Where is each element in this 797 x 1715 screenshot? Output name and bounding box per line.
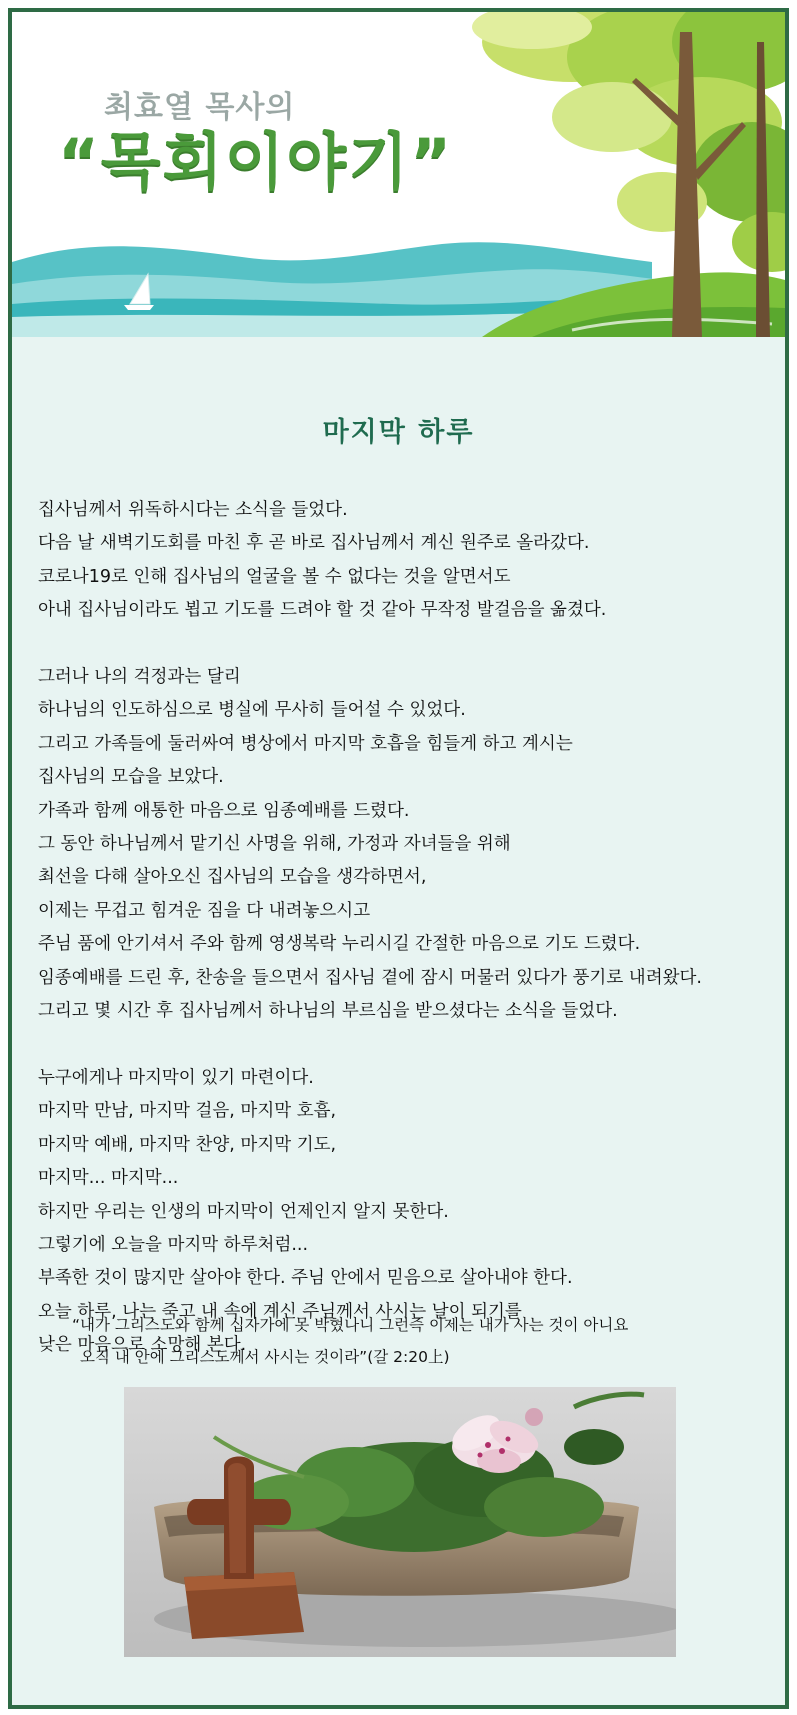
- quote-line: “내가 그리스도와 함께 십자가에 못 박혔나니 그런즉 이제는 내가 사는 것이 아니요: [72, 1316, 629, 1334]
- text-line: 최선을 다해 살아오신 집사님의 모습을 생각하면서,: [38, 867, 427, 888]
- text-line: 마지막... 마지막...: [38, 1168, 179, 1189]
- text-line: 누구에게나 마지막이 있기 마련이다.: [38, 1067, 314, 1088]
- text-line: 그러나 나의 걱정과는 달리: [38, 667, 241, 688]
- text-line: 이제는 무겁고 힘겨운 짐을 다 내려놓으시고: [38, 900, 371, 921]
- text-line: 집사님께서 위독하시다는 소식을 들었다.: [38, 500, 348, 520]
- text-line: 집사님의 모습을 보았다.: [38, 767, 224, 788]
- text-line: 임종예배를 드린 후, 찬송을 들으면서 집사님 곁에 잠시 머물러 있다가 풍기로 내려왔다.: [38, 967, 702, 988]
- banner-subtitle: 최효열 목사의: [104, 90, 296, 125]
- text-line: 그리고 가족들에 둘러싸여 병상에서 마지막 호흡을 힘들게 하고 계시는: [38, 733, 573, 754]
- text-line: 그 동안 하나님께서 맡기신 사명을 위해, 가정과 자녀들을 위해: [38, 834, 511, 855]
- quote-line: 오직 내 안에 그리스도께서 사시는 것이라”(갈 2:20上): [80, 1348, 450, 1366]
- text-line: 마지막 만남, 마지막 걸음, 마지막 호흡,: [38, 1101, 337, 1122]
- text-line: 부족한 것이 많지만 살아야 한다. 주님 안에서 믿음으로 살아내야 한다.: [38, 1268, 573, 1289]
- text-line: 하지만 우리는 인생의 마지막이 언제인지 알지 못한다.: [38, 1201, 449, 1222]
- text-line: 주님 품에 안기셔서 주와 함께 영생복락 누리시길 간절한 마음으로 기도 드렸다.: [38, 934, 641, 955]
- article-title: 마지막 하루: [322, 417, 475, 448]
- scripture-quote: [72, 1309, 772, 1373]
- header-banner: [12, 12, 785, 337]
- text-line: 그리고 몇 시간 후 집사님께서 하나님의 부르심을 받으셨다는 소식을 들었다.: [38, 1001, 618, 1022]
- article-body: [38, 494, 773, 1396]
- page-frame: [8, 8, 789, 1709]
- text-line: 다음 날 새벽기도회를 마친 후 곧 바로 집사님께서 계신 원주로 올라갔다.: [38, 533, 590, 554]
- text-line: 가족과 함께 애통한 마음으로 임종예배를 드렸다.: [38, 800, 410, 821]
- text-line: 오늘 하루, 나는 죽고 내 속에 계신 주님께서 사시는 날이 되기를: [38, 1301, 522, 1322]
- text-line: 하나님의 인도하심으로 병실에 무사히 들어설 수 있었다.: [38, 700, 466, 721]
- text-line: 코로나19로 인해 집사님의 얼굴을 볼 수 없다는 것을 알면서도: [38, 566, 511, 587]
- paragraph-1: [38, 494, 773, 628]
- text-line: 마지막 예배, 마지막 찬양, 마지막 기도,: [38, 1134, 337, 1155]
- text-line: 낮은 마음으로 소망해 본다.: [38, 1335, 247, 1356]
- cross-and-lily-arrangement-image: [124, 1387, 676, 1657]
- banner-title: “목회이야기”: [58, 125, 453, 198]
- text-line: 아내 집사님이라도 뵙고 기도를 드려야 할 것 같아 무작정 발걸음을 옮겼다.: [38, 600, 607, 621]
- paragraph-2: [38, 661, 773, 1028]
- text-line: 그렇기에 오늘을 마지막 하루처럼...: [38, 1234, 309, 1255]
